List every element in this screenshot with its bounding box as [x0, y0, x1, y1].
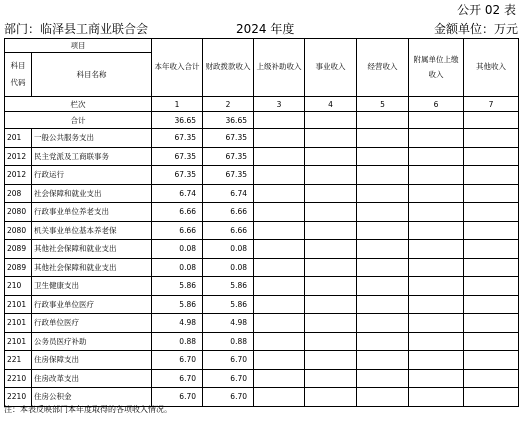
subject-name: 行政事业单位医疗	[32, 295, 152, 314]
empty-cell	[409, 240, 464, 259]
total-fiscal: 36.65	[203, 112, 254, 129]
header-current-year: 本年收入合计	[152, 39, 203, 97]
subject-name: 机关事业单位基本养老保	[32, 221, 152, 240]
empty-cell	[357, 369, 409, 388]
current-year-value: 0.08	[152, 240, 203, 259]
current-year-value: 6.70	[152, 351, 203, 370]
current-year-value: 6.74	[152, 184, 203, 203]
empty-cell	[357, 129, 409, 148]
empty-cell	[254, 277, 305, 296]
empty-cell	[464, 295, 519, 314]
empty-cell	[305, 277, 357, 296]
empty-cell	[409, 314, 464, 333]
subject-name: 其他社会保障和就业支出	[32, 258, 152, 277]
fiscal-value: 6.66	[203, 203, 254, 222]
empty-cell	[409, 277, 464, 296]
fiscal-value: 0.08	[203, 258, 254, 277]
subject-code: 2101	[5, 314, 32, 333]
empty-cell	[464, 240, 519, 259]
subject-name: 公务员医疗补助	[32, 332, 152, 351]
current-year-value: 67.35	[152, 147, 203, 166]
empty-cell	[357, 388, 409, 407]
empty-cell	[409, 351, 464, 370]
subject-code: 2101	[5, 332, 32, 351]
subject-code: 2012	[5, 166, 32, 185]
unit-label: 金额单位：万元	[433, 22, 518, 36]
current-year-value: 4.98	[152, 314, 203, 333]
seq-row	[5, 97, 519, 112]
fiscal-value: 0.88	[203, 332, 254, 351]
empty-cell	[409, 112, 464, 129]
empty-cell	[464, 314, 519, 333]
current-year-value: 67.35	[152, 166, 203, 185]
empty-cell	[464, 112, 519, 129]
empty-cell	[409, 203, 464, 222]
report-header	[4, 20, 518, 38]
header-subject-name: 科目名称	[32, 53, 152, 97]
table-row	[5, 258, 519, 277]
empty-cell	[305, 351, 357, 370]
year-label: 2024 年度	[236, 22, 295, 36]
empty-cell	[357, 332, 409, 351]
subject-code: 208	[5, 184, 32, 203]
header-other: 其他收入	[464, 39, 519, 97]
fiscal-value: 67.35	[203, 129, 254, 148]
fiscal-value: 4.98	[203, 314, 254, 333]
table-row	[5, 332, 519, 351]
empty-cell	[305, 240, 357, 259]
subject-code: 2101	[5, 295, 32, 314]
table-row	[5, 184, 519, 203]
empty-cell	[409, 221, 464, 240]
subject-code: 2012	[5, 147, 32, 166]
header-business: 事业收入	[305, 39, 357, 97]
subject-name: 其他社会保障和就业支出	[32, 240, 152, 259]
seq-cell: 6	[409, 97, 464, 112]
header-code-line2: 代码	[10, 77, 26, 87]
empty-cell	[254, 388, 305, 407]
current-year-value: 6.70	[152, 388, 203, 407]
seq-section	[5, 97, 519, 112]
empty-cell	[305, 129, 357, 148]
empty-cell	[357, 203, 409, 222]
seq-cell: 5	[357, 97, 409, 112]
table-note: 注：本表反映部门本年度取得的各项收入情况。	[4, 405, 172, 414]
subject-code: 2210	[5, 388, 32, 407]
department-label: 部门：临泽县工商业联合会	[4, 22, 149, 36]
fiscal-value: 6.74	[203, 184, 254, 203]
empty-cell	[305, 203, 357, 222]
empty-cell	[254, 240, 305, 259]
empty-cell	[254, 332, 305, 351]
empty-cell	[409, 258, 464, 277]
empty-cell	[254, 203, 305, 222]
table-row	[5, 166, 519, 185]
empty-cell	[357, 351, 409, 370]
table-row	[5, 221, 519, 240]
empty-cell	[357, 295, 409, 314]
data-rows	[5, 129, 519, 407]
empty-cell	[357, 221, 409, 240]
fiscal-value: 67.35	[203, 147, 254, 166]
table-row	[5, 203, 519, 222]
table-row	[5, 147, 519, 166]
subject-name: 民主党派及工商联事务	[32, 147, 152, 166]
seq-label: 栏次	[5, 97, 152, 112]
table-header	[5, 39, 519, 97]
empty-cell	[305, 147, 357, 166]
empty-cell	[464, 388, 519, 407]
fiscal-value: 6.70	[203, 369, 254, 388]
empty-cell	[464, 147, 519, 166]
header-code	[5, 53, 32, 97]
current-year-value: 5.86	[152, 295, 203, 314]
empty-cell	[305, 184, 357, 203]
empty-cell	[305, 166, 357, 185]
empty-cell	[254, 184, 305, 203]
subject-name: 住房保障支出	[32, 351, 152, 370]
empty-cell	[357, 314, 409, 333]
empty-cell	[409, 166, 464, 185]
fiscal-value: 67.35	[203, 166, 254, 185]
empty-cell	[409, 129, 464, 148]
total-current-year: 36.65	[152, 112, 203, 129]
empty-cell	[464, 129, 519, 148]
empty-cell	[254, 166, 305, 185]
empty-cell	[409, 184, 464, 203]
table-row	[5, 240, 519, 259]
subject-code: 210	[5, 277, 32, 296]
current-year-value: 5.86	[152, 277, 203, 296]
header-operation: 经营收入	[357, 39, 409, 97]
current-year-value: 0.88	[152, 332, 203, 351]
fiscal-value: 6.66	[203, 221, 254, 240]
table-row	[5, 295, 519, 314]
table-row	[5, 351, 519, 370]
empty-cell	[357, 258, 409, 277]
subject-name: 行政事业单位养老支出	[32, 203, 152, 222]
empty-cell	[254, 147, 305, 166]
subject-code: 2080	[5, 221, 32, 240]
empty-cell	[409, 147, 464, 166]
empty-cell	[305, 314, 357, 333]
empty-cell	[305, 295, 357, 314]
header-superior: 上级补助收入	[254, 39, 305, 97]
table-row	[5, 369, 519, 388]
empty-cell	[357, 147, 409, 166]
table-row	[5, 314, 519, 333]
current-year-value: 6.70	[152, 369, 203, 388]
subject-name: 行政单位医疗	[32, 314, 152, 333]
empty-cell	[464, 166, 519, 185]
subject-name: 一般公共服务支出	[32, 129, 152, 148]
header-affiliated: 附属单位上缴收入	[409, 39, 464, 97]
empty-cell	[254, 112, 305, 129]
empty-cell	[254, 295, 305, 314]
current-year-value: 6.66	[152, 203, 203, 222]
seq-cell: 4	[305, 97, 357, 112]
empty-cell	[409, 332, 464, 351]
empty-cell	[254, 369, 305, 388]
seq-cell: 1	[152, 97, 203, 112]
table-row	[5, 277, 519, 296]
fiscal-value: 6.70	[203, 351, 254, 370]
current-year-value: 67.35	[152, 129, 203, 148]
subject-code: 2080	[5, 203, 32, 222]
empty-cell	[305, 221, 357, 240]
current-year-value: 6.66	[152, 221, 203, 240]
empty-cell	[357, 166, 409, 185]
empty-cell	[409, 388, 464, 407]
empty-cell	[254, 221, 305, 240]
form-code: 公开 02 表	[457, 3, 516, 17]
empty-cell	[464, 332, 519, 351]
empty-cell	[357, 240, 409, 259]
empty-cell	[464, 184, 519, 203]
empty-cell	[254, 351, 305, 370]
total-row	[5, 112, 519, 129]
subject-code: 221	[5, 351, 32, 370]
empty-cell	[357, 184, 409, 203]
empty-cell	[305, 369, 357, 388]
header-code-line1: 科目	[10, 61, 26, 70]
current-year-value: 0.08	[152, 258, 203, 277]
subject-name: 卫生健康支出	[32, 277, 152, 296]
fiscal-value: 5.86	[203, 295, 254, 314]
total-section	[5, 112, 519, 129]
empty-cell	[464, 277, 519, 296]
fiscal-value: 6.70	[203, 388, 254, 407]
subject-code: 2210	[5, 369, 32, 388]
subject-code: 2089	[5, 258, 32, 277]
fiscal-value: 5.86	[203, 277, 254, 296]
fiscal-value: 0.08	[203, 240, 254, 259]
seq-cell: 3	[254, 97, 305, 112]
subject-name: 住房改革支出	[32, 369, 152, 388]
header-item: 项目	[5, 39, 152, 53]
empty-cell	[409, 295, 464, 314]
subject-name: 社会保障和就业支出	[32, 184, 152, 203]
header-fiscal: 财政拨款收入	[203, 39, 254, 97]
total-label: 合计	[5, 112, 152, 129]
table-row	[5, 129, 519, 148]
seq-cell: 2	[203, 97, 254, 112]
empty-cell	[305, 332, 357, 351]
empty-cell	[305, 258, 357, 277]
subject-code: 201	[5, 129, 32, 148]
empty-cell	[254, 258, 305, 277]
empty-cell	[464, 369, 519, 388]
empty-cell	[254, 314, 305, 333]
seq-cell: 7	[464, 97, 519, 112]
empty-cell	[254, 129, 305, 148]
subject-name: 行政运行	[32, 166, 152, 185]
empty-cell	[464, 203, 519, 222]
empty-cell	[464, 221, 519, 240]
income-table	[4, 38, 519, 407]
empty-cell	[464, 351, 519, 370]
empty-cell	[357, 112, 409, 129]
empty-cell	[305, 112, 357, 129]
subject-name: 住房公积金	[32, 388, 152, 407]
empty-cell	[357, 277, 409, 296]
empty-cell	[305, 388, 357, 407]
subject-code: 2089	[5, 240, 32, 259]
empty-cell	[409, 369, 464, 388]
empty-cell	[464, 258, 519, 277]
